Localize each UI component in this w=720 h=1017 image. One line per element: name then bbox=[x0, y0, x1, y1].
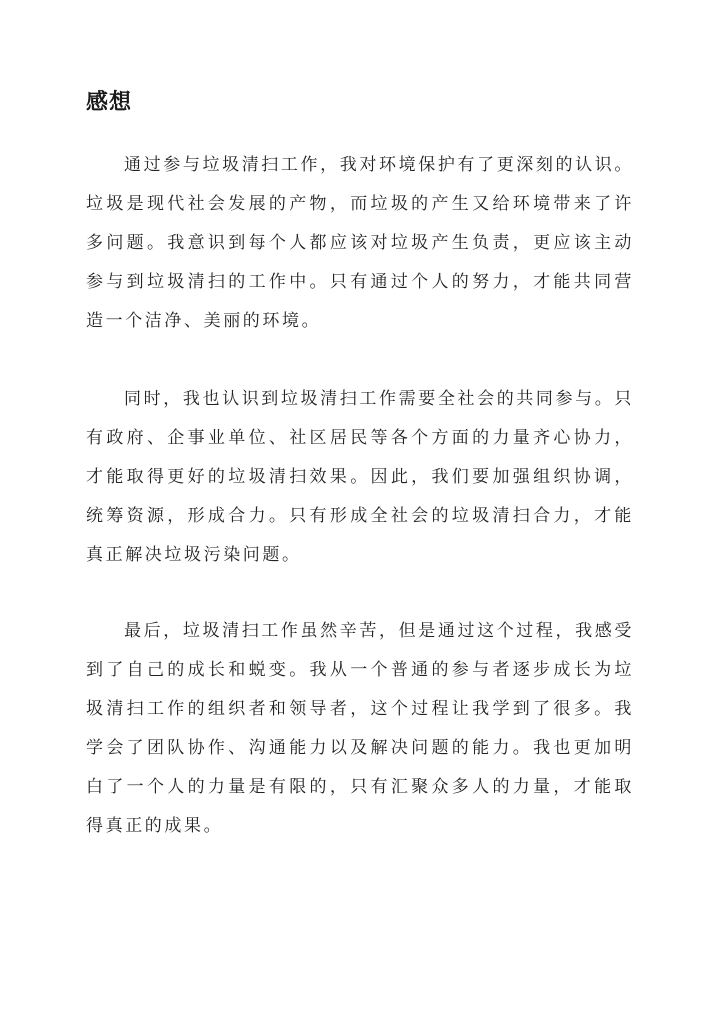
document-title: 感想 bbox=[86, 89, 133, 115]
paragraph-1: 通过参与垃圾清扫工作，我对环境保护有了更深刻的认识。垃圾是现代社会发展的产物，而垃圾的产生又给环境带来了许多问题。我意识到每个人都应该对垃圾产生负责，更应该主动参与到垃圾清扫的工作中。只有通过个人的努力，才能共同营造一个洁净、美丽的环境。 bbox=[86, 155, 634, 331]
paragraph-2: 同时，我也认识到垃圾清扫工作需要全社会的共同参与。只有政府、企事业单位、社区居民等各个方面的力量齐心协力，才能取得更好的垃圾清扫效果。因此，我们要加强组织协调，统筹资源，形成合力。只有形成全社会的垃圾清扫合力，才能真正解决垃圾污染问题。 bbox=[86, 389, 634, 565]
paragraph-3: 最后，垃圾清扫工作虽然辛苦，但是通过这个过程，我感受到了自己的成长和蜕变。我从一个普通的参与者逐步成长为垃圾清扫工作的组织者和领导者，这个过程让我学到了很多。我学会了团队协作、沟通能力以及解决问题的能力。我也更加明白了一个人的力量是有限的，只有汇聚众多人的力量，才能取得真正的成果。 bbox=[86, 621, 634, 836]
